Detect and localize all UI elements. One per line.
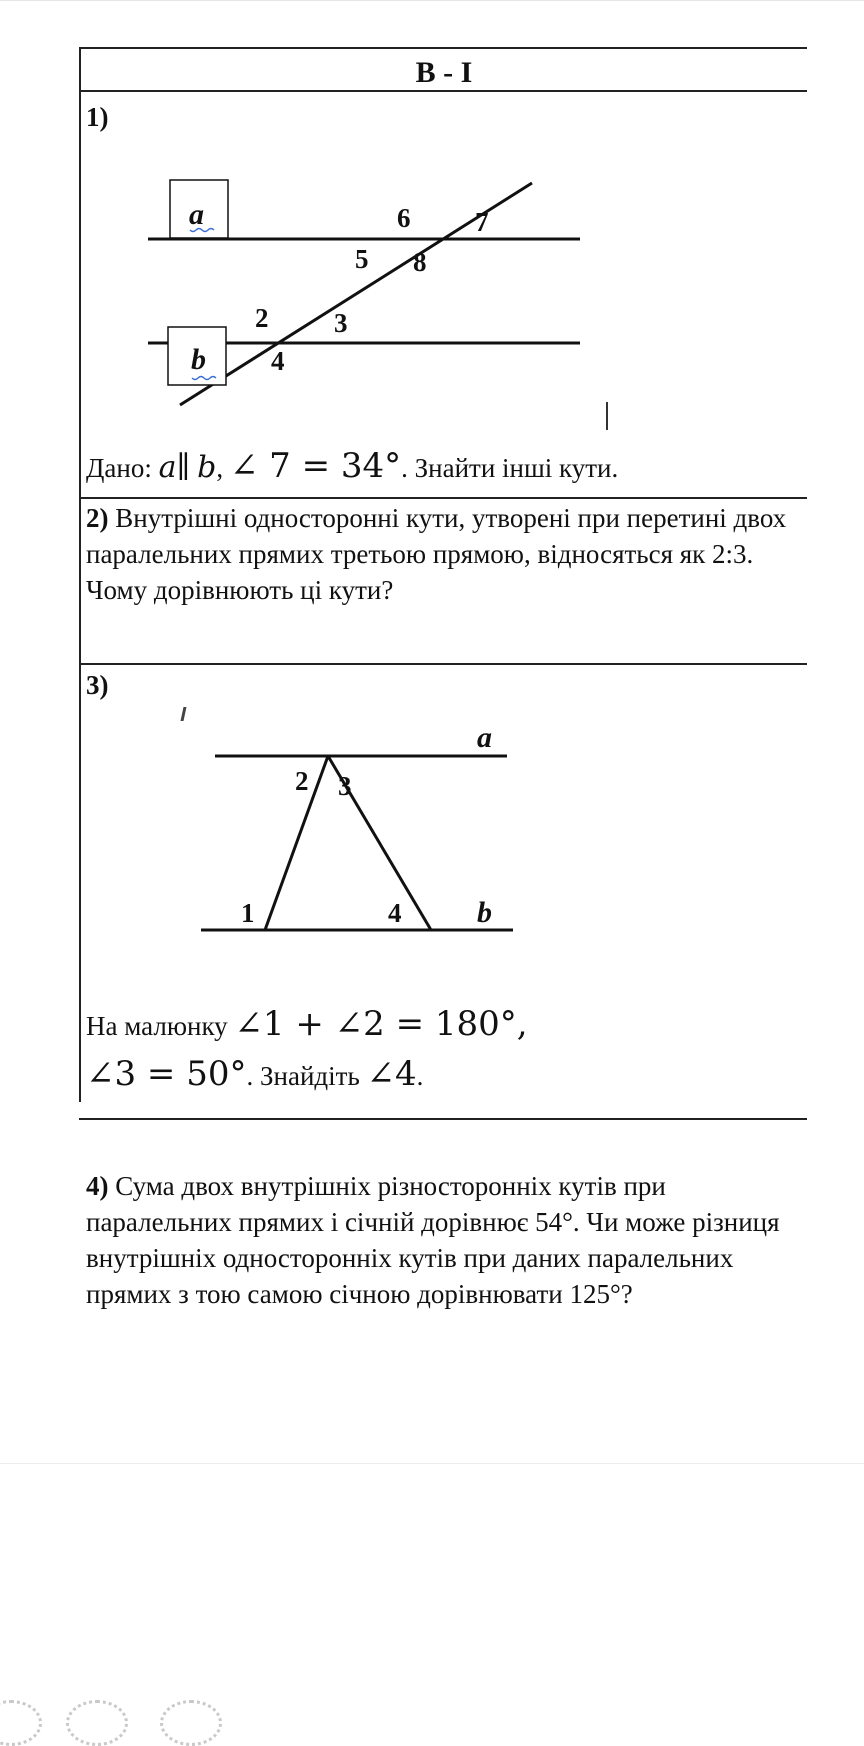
task4-body: Сума двох внутрішніх різносторонніх кутів при паралельних прямих і січній дорівнює 54°. Чи може різниця внутрішніх односторонніх кутів при даних паралельних прямих з тою самою січною дорівнювати 125°? xyxy=(86,1171,780,1309)
row-divider xyxy=(79,1118,807,1120)
line-b-label: b xyxy=(191,343,206,376)
task1-given xyxy=(86,448,801,486)
angle-6-label: 6 xyxy=(397,203,411,233)
angle-3-label: 3 xyxy=(338,771,352,801)
row-divider xyxy=(79,497,807,499)
task3-angle-4: ∠4 xyxy=(366,1054,417,1094)
parallel-symbol: ∥ xyxy=(176,450,191,485)
row-divider xyxy=(79,90,807,92)
table-left-border xyxy=(79,48,81,1102)
given-angle-equation: ∠ 7 = 34° xyxy=(229,446,402,486)
decorative-ring xyxy=(66,1700,128,1746)
given-separator: , xyxy=(216,453,230,483)
given-line-b: b xyxy=(197,450,217,485)
text-cursor xyxy=(606,402,608,430)
task3-condition xyxy=(86,1000,801,1100)
decorative-ring xyxy=(0,1700,42,1746)
angle-3-label: 3 xyxy=(334,308,348,338)
task3-equation-2: ∠3 = 50° xyxy=(86,1054,247,1094)
task3-figure xyxy=(195,720,525,950)
given-prefix: Дано: xyxy=(86,453,159,483)
task3-number: 3) xyxy=(86,670,109,700)
task1-number: 1) xyxy=(86,102,109,132)
variant-title: В - І xyxy=(415,56,473,89)
task4-number: 4) xyxy=(86,1171,109,1201)
task1-figure xyxy=(140,175,620,415)
given-line-a: a xyxy=(158,450,177,485)
task3-prefix: На малюнку xyxy=(86,1011,235,1041)
table-top-border xyxy=(79,47,807,49)
task3-question: . Знайдіть xyxy=(246,1061,367,1091)
decorative-ring xyxy=(160,1700,222,1746)
angle-4-label: 4 xyxy=(388,898,402,928)
line-b-label: b xyxy=(477,896,492,929)
task2-number: 2) xyxy=(86,503,109,533)
line-a-label: a xyxy=(477,721,492,754)
angle-1-label: 1 xyxy=(241,898,255,928)
task2-body: Внутрішні односторонні кути, утворені при перетині двох паралельних прямих третьою прямою, відносяться як 2:3. Чому дорівнюють ці кути? xyxy=(86,503,787,605)
angle-7-label: 7 xyxy=(475,207,489,237)
task3-end: . xyxy=(416,1061,424,1091)
given-question: . Знайти інші кути. xyxy=(401,453,619,483)
line-a-label: a xyxy=(189,198,204,231)
task3-equation-1: ∠1 + ∠2 = 180° xyxy=(234,1004,517,1044)
stray-mark xyxy=(181,707,187,721)
task3-comma: , xyxy=(516,1004,528,1044)
angle-5-label: 5 xyxy=(355,244,369,274)
angle-2-label: 2 xyxy=(255,303,269,333)
row-divider xyxy=(79,663,807,665)
angle-2-label: 2 xyxy=(295,766,309,796)
task2-text xyxy=(86,500,801,608)
angle-4-label: 4 xyxy=(271,346,285,376)
task4-text xyxy=(86,1168,801,1312)
page-bottom-rule xyxy=(0,1463,864,1464)
angle-8-label: 8 xyxy=(413,247,427,277)
